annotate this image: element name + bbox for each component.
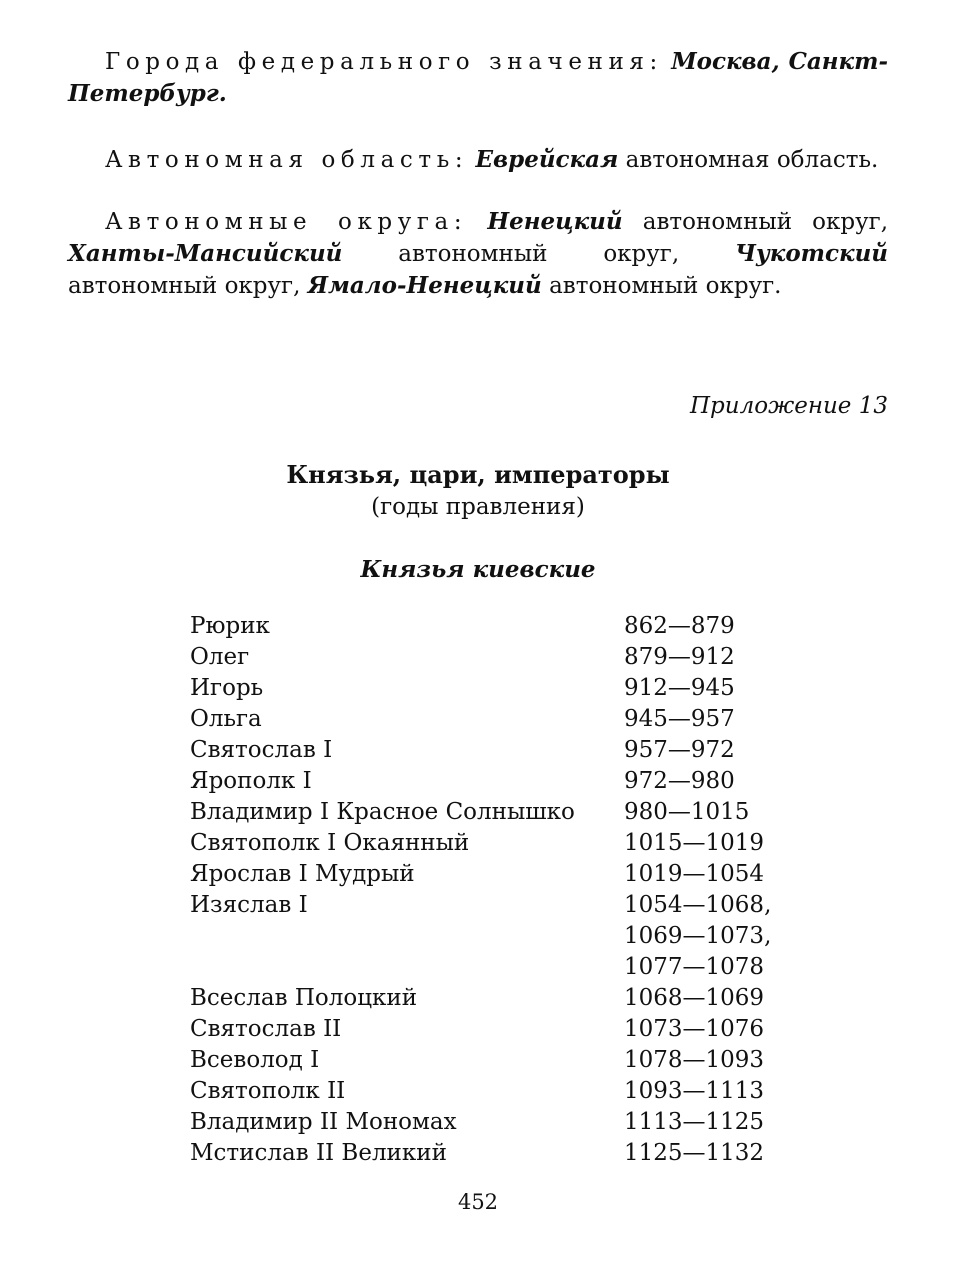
ruler-row: [190, 890, 790, 921]
ruler-years: 1113—1125: [624, 1109, 765, 1135]
autonomous-oblast-paragraph: [68, 144, 888, 176]
ruler-row: [190, 797, 790, 828]
ruler-name: Владимир I Красное Солнышко: [190, 799, 575, 825]
ruler-row: [190, 952, 790, 983]
ruler-row: [190, 766, 790, 797]
ruler-years: 1068—1069: [624, 985, 765, 1011]
ruler-years: 980—1015: [624, 799, 750, 825]
autonomous-okrugs-paragraph: [68, 206, 888, 302]
ruler-name: Изяслав I: [190, 892, 308, 918]
federal-cities-paragraph: [68, 46, 888, 110]
autonomous-oblast-label: Автономная область:: [105, 147, 469, 173]
ruler-row: [190, 1107, 790, 1138]
ruler-row: [190, 1014, 790, 1045]
ruler-name: Мстислав II Великий: [190, 1140, 447, 1166]
ruler-row: [190, 983, 790, 1014]
page-number: 452: [457, 1190, 499, 1214]
ruler-years: 957—972: [624, 737, 735, 763]
ruler-years: 862—879: [624, 613, 735, 639]
ruler-row: [190, 673, 790, 704]
ruler-row: [190, 704, 790, 735]
ruler-years: 1093—1113: [624, 1078, 765, 1104]
section-heading: Князья киевские: [360, 556, 596, 583]
autonomous-okrugs-label: Автономные округа:: [105, 209, 468, 235]
okrug-name: Ямало-Ненецкий: [307, 272, 542, 299]
okrug-rest: автономный округ,: [68, 273, 301, 299]
okrug-name: Чукотский: [735, 240, 889, 267]
ruler-years: 879—912: [624, 644, 735, 670]
okrug-name: Ненецкий: [487, 208, 623, 235]
ruler-name: Ольга: [190, 706, 262, 732]
okrug-rest: автономный округ,: [642, 209, 889, 235]
ruler-name: Святополк II: [190, 1078, 346, 1104]
ruler-years: 1073—1076: [624, 1016, 765, 1042]
okrug-rest: автономный округ.: [549, 273, 782, 299]
ruler-name: Рюрик: [190, 613, 270, 639]
ruler-row: [190, 611, 790, 642]
ruler-name: Владимир II Мономах: [190, 1109, 457, 1135]
autonomous-oblast-rest: автономная область.: [625, 147, 879, 173]
ruler-name: Святослав II: [190, 1016, 342, 1042]
ruler-name: Святополк I Окаянный: [190, 830, 470, 856]
federal-cities-names: Москва, Санкт-Петербург.: [68, 48, 888, 107]
page-title: Князья, цари, императоры: [286, 460, 670, 489]
ruler-years: 1125—1132: [624, 1140, 765, 1166]
ruler-name: Олег: [190, 644, 250, 670]
ruler-name: Святослав I: [190, 737, 333, 763]
ruler-years: 1078—1093: [624, 1047, 765, 1073]
ruler-years: 1077—1078: [624, 954, 765, 980]
autonomous-oblast-name: Еврейская: [475, 146, 619, 173]
page-subtitle: (годы правления): [371, 494, 585, 520]
ruler-name: Всеслав Полоцкий: [190, 985, 418, 1011]
ruler-years: 1019—1054: [624, 861, 765, 887]
okrug-name: Ханты-Мансийский: [68, 240, 343, 267]
ruler-row: [190, 859, 790, 890]
ruler-years: 1069—1073,: [624, 923, 772, 949]
ruler-row: [190, 735, 790, 766]
federal-cities-label: Города федерального значения:: [105, 49, 663, 75]
ruler-row: [190, 921, 790, 952]
ruler-years: 1015—1019: [624, 830, 765, 856]
ruler-name: Всеволод I: [190, 1047, 320, 1073]
ruler-row: [190, 1076, 790, 1107]
rulers-list: [190, 611, 790, 1169]
ruler-name: Ярополк I: [190, 768, 312, 794]
ruler-years: 945—957: [624, 706, 735, 732]
ruler-years: 972—980: [624, 768, 735, 794]
ruler-row: [190, 828, 790, 859]
ruler-years: 912—945: [624, 675, 735, 701]
ruler-name: Игорь: [190, 675, 264, 701]
ruler-row: [190, 642, 790, 673]
okrug-rest: автономный округ,: [398, 241, 680, 267]
ruler-row: [190, 1138, 790, 1169]
ruler-name: Ярослав I Мудрый: [190, 861, 415, 887]
appendix-label: Приложение 13: [690, 393, 888, 419]
ruler-years: 1054—1068,: [624, 892, 772, 918]
ruler-row: [190, 1045, 790, 1076]
